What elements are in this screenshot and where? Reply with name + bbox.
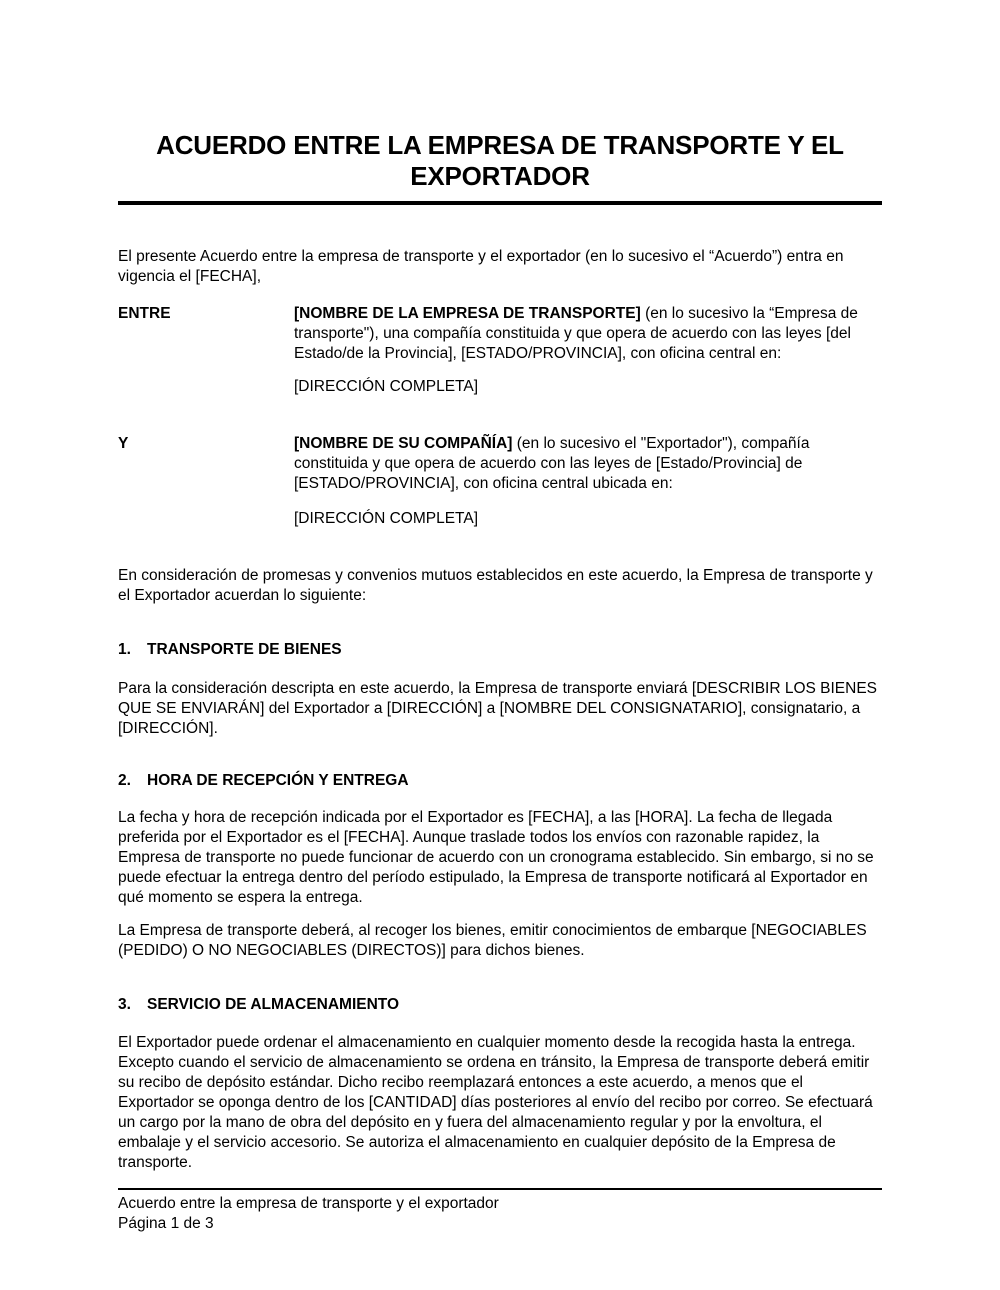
section-number: 3.	[118, 996, 131, 1013]
carrier-name-placeholder: [NOMBRE DE LA EMPRESA DE TRANSPORTE]	[294, 305, 641, 322]
title-divider	[118, 201, 882, 205]
section-heading-1	[118, 640, 342, 660]
party-label-entre: ENTRE	[118, 305, 171, 322]
section-1-paragraph-1: Para la consideración descripta en este acuerdo, la Empresa de transporte enviará [DESCRIBIR LOS BIENES QUE SE ENVIARÁN] del Exportador a [DIRECCIÓN] a [NOMBRE DEL CONSIGNATARIO], consignatario, a [DIRECCIÓN].	[118, 680, 878, 737]
section-number: 2.	[118, 772, 131, 789]
party-description-exporter	[294, 434, 882, 494]
section-2-paragraph-2: La Empresa de transporte deberá, al recoger los bienes, emitir conocimientos de embarque [NEGOCIABLES (PEDIDO) O NO NEGOCIABLES (DIRECTOS)] para dichos bienes.	[118, 922, 867, 959]
section-heading-3	[118, 995, 399, 1015]
party-description-carrier	[294, 304, 882, 364]
consideration-paragraph: En consideración de promesas y convenios mutuos establecidos en este acuerdo, la Empresa de transporte y el Exportador acuerdan lo siguiente:	[118, 567, 873, 604]
party-label-y: Y	[118, 435, 129, 452]
exporter-address-placeholder: [DIRECCIÓN COMPLETA]	[294, 510, 479, 527]
exporter-name-placeholder: [NOMBRE DE SU COMPAÑÍA]	[294, 435, 513, 452]
carrier-address-placeholder: [DIRECCIÓN COMPLETA]	[294, 378, 479, 395]
section-title: SERVICIO DE ALMACENAMIENTO	[147, 996, 400, 1013]
footer-document-name: Acuerdo entre la empresa de transporte y el exportador	[118, 1195, 499, 1212]
section-heading-2	[118, 771, 409, 791]
document-title: ACUERDO ENTRE LA EMPRESA DE TRANSPORTE Y EL EXPORTADOR	[156, 130, 844, 191]
section-3-paragraph-1: El Exportador puede ordenar el almacenamiento en cualquier momento desde la recogida hasta la entrega. Excepto cuando el servicio de almacenamiento se ordena en tránsito, la Empresa de transporte deberá emitir su recibo de depósito estándar. Dicho recibo reemplazará entonces a este acuerdo, a menos que el Exportador se oponga dentro de los [CANTIDAD] días posteriores al envío del recibo por correo. Se efectuará un cargo por la mano de obra del depósito en y fuera del almacenamiento regular y por la envoltura, el embalaje y el servicio accesorio. Se autoriza el almacenamiento en cualquier depósito de la Empresa de transporte.	[118, 1034, 873, 1171]
footer-divider	[118, 1188, 882, 1190]
section-title: HORA DE RECEPCIÓN Y ENTREGA	[147, 772, 409, 789]
section-number: 1.	[118, 641, 131, 658]
intro-paragraph: El presente Acuerdo entre la empresa de transporte y el exportador (en lo sucesivo el “Acuerdo”) entra en vigencia el [FECHA],	[118, 248, 844, 285]
carrier-description: (en lo sucesivo la “Empresa de transporte"), una compañía constituida y que opera de acuerdo con las leyes [del Estado/de la Provincia], [ESTADO/PROVINCIA], con oficina central en:	[294, 305, 858, 362]
exporter-description: (en lo sucesivo el "Exportador"), compañía constituida y que opera de acuerdo con las leyes de [Estado/Provincia] de [ESTADO/PROVINCIA], con oficina central ubicada en:	[294, 435, 810, 492]
footer-page-number: Página 1 de 3	[118, 1215, 214, 1232]
section-2-paragraph-1: La fecha y hora de recepción indicada por el Exportador es [FECHA], a las [HORA]. La fecha de llegada preferida por el Exportador es el [FECHA]. Aunque traslade todos los envíos con razonable rapidez, la Empresa de transporte no puede funcionar de acuerdo con un cronograma establecido. Sin embargo, si no se puede efectuar la entrega dentro del período estipulado, la Empresa de transporte notificará al Exportador en qué momento se espera la entrega.	[118, 809, 874, 906]
section-title: TRANSPORTE DE BIENES	[147, 641, 342, 658]
